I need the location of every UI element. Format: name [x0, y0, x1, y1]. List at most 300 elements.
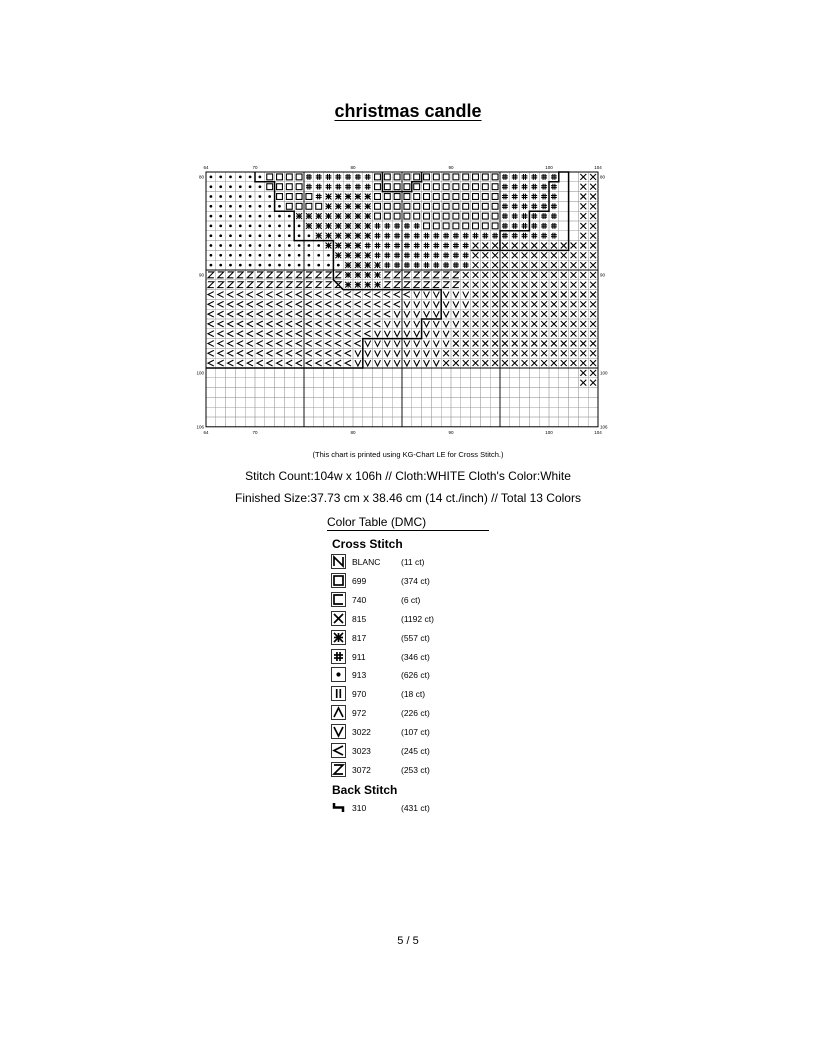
stitch-symbol — [237, 311, 243, 317]
stitch-symbol — [306, 194, 312, 200]
chart-cell — [500, 417, 510, 427]
chart-cell — [549, 388, 559, 398]
stitch-symbol — [541, 184, 547, 190]
chart-cell — [549, 192, 559, 202]
right-axis-label: 90 — [600, 272, 606, 278]
chart-cell — [343, 172, 353, 182]
chart-cell — [392, 231, 402, 241]
stitch-symbol — [590, 174, 596, 180]
chart-cell — [294, 368, 304, 378]
chart-cell — [539, 211, 549, 221]
stitch-symbol — [375, 341, 381, 347]
stitch-symbol — [512, 341, 518, 347]
chart-cell — [343, 182, 353, 192]
stitch-symbol — [317, 264, 320, 267]
chart-cell — [422, 250, 432, 260]
stitch-symbol — [326, 301, 332, 307]
stitch-symbol — [404, 360, 410, 366]
stitch-symbol — [482, 282, 488, 288]
stitch-symbol — [257, 341, 263, 347]
stitch-symbol — [278, 225, 281, 228]
chart-cell — [363, 388, 373, 398]
chart-cell — [520, 407, 530, 417]
chart-cell — [402, 397, 412, 407]
stitch-symbol — [580, 262, 586, 268]
stitch-symbol — [512, 233, 518, 239]
stitch-symbol — [492, 223, 498, 229]
chart-cell — [510, 211, 520, 221]
stitch-symbol — [482, 272, 488, 278]
chart-cell — [500, 378, 510, 388]
chart-cell — [373, 221, 383, 231]
chart-cell — [500, 388, 510, 398]
chart-cell — [382, 231, 392, 241]
stitch-symbol — [277, 341, 283, 347]
chart-cell — [529, 221, 539, 231]
stitch-count: (245 ct) — [401, 746, 430, 756]
stitch-symbol — [561, 282, 567, 288]
chart-cell — [373, 250, 383, 260]
chart-cell — [490, 397, 500, 407]
stitch-symbol — [463, 341, 469, 347]
chart-cell — [412, 221, 422, 231]
stitch-symbol — [296, 331, 302, 337]
chart-cell — [431, 231, 441, 241]
stitch-symbol — [355, 301, 361, 307]
stitch-symbol — [433, 223, 439, 229]
chart-cell — [245, 368, 255, 378]
chart-cell — [520, 231, 530, 241]
chart-cell — [500, 182, 510, 192]
stitch-symbol — [414, 301, 420, 307]
stitch-symbol — [531, 262, 537, 268]
stitch-symbol — [424, 262, 430, 268]
stitch-symbol — [522, 321, 528, 327]
chart-cell — [314, 417, 324, 427]
stitch-symbol — [492, 301, 498, 307]
stitch-symbol — [316, 223, 322, 229]
stitch-symbol — [453, 223, 459, 229]
chart-cell — [451, 231, 461, 241]
chart-cell — [431, 417, 441, 427]
cross-legend-row — [331, 554, 531, 570]
stitch-symbol — [424, 272, 430, 278]
stitch-symbol — [384, 350, 390, 356]
stitch-symbol — [463, 360, 469, 366]
stitch-symbol — [308, 244, 311, 247]
stitch-chart-grid — [195, 162, 625, 448]
stitch-symbol — [492, 262, 498, 268]
stitch-symbol — [502, 233, 508, 239]
stitch-symbol — [394, 243, 400, 249]
stitch-symbol — [355, 184, 361, 190]
stitch-symbol — [580, 331, 586, 337]
stitch-symbol — [551, 301, 557, 307]
stitch-symbol — [551, 331, 557, 337]
stitch-symbol — [286, 321, 292, 327]
chart-cell — [324, 182, 334, 192]
stitch-symbol — [345, 243, 351, 249]
stitch-symbol — [259, 254, 262, 257]
chart-cell — [314, 192, 324, 202]
stitch-symbol — [492, 213, 498, 219]
stitch-symbol — [590, 243, 596, 249]
stitch-symbol — [424, 321, 430, 327]
stitch-symbol — [239, 215, 242, 218]
stitch-symbol — [210, 205, 213, 208]
stitch-symbol — [482, 223, 488, 229]
chart-cell — [402, 417, 412, 427]
chart-cell — [363, 378, 373, 388]
chart-cell — [578, 388, 588, 398]
chart-cell — [402, 260, 412, 270]
chart-cell — [500, 397, 510, 407]
stitch-symbol — [580, 184, 586, 190]
stitch-symbol — [404, 223, 410, 229]
stitch-symbol — [541, 243, 547, 249]
stitch-symbol — [424, 233, 430, 239]
stitch-symbol — [590, 252, 596, 258]
stitch-symbol — [306, 203, 312, 209]
chart-cell — [471, 378, 481, 388]
stitch-symbol — [394, 252, 400, 258]
stitch-symbol — [453, 194, 459, 200]
stitch-symbol — [257, 321, 263, 327]
stitch-symbol — [229, 244, 232, 247]
stitch-symbol — [286, 331, 292, 337]
chart-cell — [255, 368, 265, 378]
chart-cell — [471, 407, 481, 417]
stitch-count: (374 ct) — [401, 575, 430, 586]
dmc-code: 310 — [352, 803, 367, 813]
stitch-symbol — [473, 184, 479, 190]
stitch-symbol — [384, 341, 390, 347]
chart-cell — [559, 211, 569, 221]
chart-cell — [422, 231, 432, 241]
chart-cell — [569, 378, 579, 388]
chart-cell — [451, 260, 461, 270]
stitch-symbol — [345, 174, 351, 180]
finished-size-info: Finished Size:37.73 cm x 38.46 cm (14 ct./inch) // Total 13 Colors — [235, 491, 581, 505]
chart-cell — [412, 417, 422, 427]
chart-cell — [314, 407, 324, 417]
chart-cell — [402, 221, 412, 231]
stitch-symbol — [355, 311, 361, 317]
stitch-symbol — [394, 194, 400, 200]
chart-cell — [304, 172, 314, 182]
chart-cell — [392, 221, 402, 231]
stitch-symbol — [237, 321, 243, 327]
stitch-symbol — [268, 244, 271, 247]
stitch-symbol — [365, 321, 371, 327]
chart-cell — [510, 368, 520, 378]
stitch-symbol — [531, 252, 537, 258]
stitch-symbol — [512, 243, 518, 249]
stitch-symbol — [512, 174, 518, 180]
stitch-symbol — [541, 350, 547, 356]
stitch-symbol — [590, 184, 596, 190]
chart-cell — [412, 231, 422, 241]
stitch-symbol — [296, 213, 302, 219]
chart-cell — [245, 417, 255, 427]
chart-cell — [539, 368, 549, 378]
top-axis-label: 100 — [545, 165, 553, 170]
dmc-code: 817 — [352, 632, 367, 643]
chart-cell — [569, 201, 579, 211]
stitch-symbol — [316, 213, 322, 219]
chart-cell — [314, 172, 324, 182]
stitch-symbol — [375, 233, 381, 239]
chart-cell — [441, 417, 451, 427]
stitch-symbol — [345, 213, 351, 219]
stitch-symbol — [502, 203, 508, 209]
stitch-symbol — [551, 282, 557, 288]
chart-cell — [245, 378, 255, 388]
chart-cell — [216, 368, 226, 378]
stitch-symbol — [404, 341, 410, 347]
stitch-symbol — [561, 311, 567, 317]
chart-cell — [431, 407, 441, 417]
stitch-symbol — [414, 233, 420, 239]
stitch-symbol — [531, 194, 537, 200]
stitch-symbol — [561, 360, 567, 366]
stitch-symbol — [414, 341, 420, 347]
stitch-symbol — [424, 292, 430, 298]
stitch-symbol — [259, 185, 262, 188]
stitch-count-info: Stitch Count:104w x 106h // Cloth:WHITE Cloth's Color:White — [245, 469, 571, 483]
stitch-symbol — [561, 292, 567, 298]
chart-cell — [353, 378, 363, 388]
stitch-symbol — [210, 264, 213, 267]
page-number: 5 / 5 — [397, 935, 419, 947]
stitch-symbol — [278, 205, 281, 208]
stitch-symbol — [228, 272, 234, 278]
stitch-symbol — [218, 282, 224, 288]
chart-cell — [412, 250, 422, 260]
chart-cell — [510, 407, 520, 417]
chart-cell — [539, 388, 549, 398]
stitch-symbol — [443, 252, 449, 258]
stitch-symbol — [394, 292, 400, 298]
chart-cell — [500, 231, 510, 241]
stitch-symbol — [580, 233, 586, 239]
stitch-symbol — [404, 272, 410, 278]
stitch-symbol — [404, 321, 410, 327]
stitch-symbol — [541, 331, 547, 337]
stitch-symbol — [384, 203, 390, 209]
stitch-symbol — [453, 282, 459, 288]
less-than-symbol-icon — [331, 743, 346, 758]
chart-cell — [294, 388, 304, 398]
stitch-symbol — [394, 272, 400, 278]
stitch-symbol — [433, 213, 439, 219]
stitch-symbol — [531, 223, 537, 229]
stitch-symbol — [355, 321, 361, 327]
chart-cell — [569, 231, 579, 241]
stitch-symbol — [277, 184, 283, 190]
chart-cell — [265, 388, 275, 398]
chart-cell — [284, 397, 294, 407]
stitch-symbol — [433, 272, 439, 278]
stitch-symbol — [561, 262, 567, 268]
stitch-symbol — [306, 272, 312, 278]
stitch-symbol — [296, 301, 302, 307]
stitch-symbol — [229, 254, 232, 257]
stitch-symbol — [502, 223, 508, 229]
stitch-symbol — [512, 272, 518, 278]
stitch-symbol — [239, 264, 242, 267]
chart-cell — [451, 368, 461, 378]
chart-cell — [353, 407, 363, 417]
stitch-symbol — [492, 331, 498, 337]
chart-cell — [392, 260, 402, 270]
stitch-symbol — [522, 282, 528, 288]
stitch-symbol — [522, 194, 528, 200]
stitch-symbol — [259, 195, 262, 198]
stitch-symbol — [463, 301, 469, 307]
chart-cell — [431, 250, 441, 260]
stitch-symbol — [267, 282, 273, 288]
chart-cell — [480, 368, 490, 378]
chart-cell — [490, 417, 500, 427]
bottom-axis-label: 80 — [350, 429, 356, 435]
stitch-symbol — [551, 223, 557, 229]
stitch-symbol — [237, 272, 243, 278]
chart-cell — [451, 397, 461, 407]
stitch-symbol — [335, 360, 341, 366]
stitch-symbol — [414, 331, 420, 337]
stitch-symbol — [237, 292, 243, 298]
chart-cell — [226, 368, 236, 378]
chart-cell — [392, 407, 402, 417]
stitch-symbol — [551, 360, 557, 366]
stitch-symbol — [365, 203, 371, 209]
stitch-symbol — [259, 244, 262, 247]
stitch-symbol — [268, 225, 271, 228]
chart-cell — [226, 417, 236, 427]
stitch-symbol — [424, 350, 430, 356]
stitch-symbol — [531, 243, 537, 249]
stitch-symbol — [531, 292, 537, 298]
chart-cell — [500, 211, 510, 221]
stitch-symbol — [210, 254, 213, 257]
stitch-symbol — [580, 292, 586, 298]
stitch-symbol — [473, 233, 479, 239]
stitch-symbol — [463, 252, 469, 258]
stitch-symbol — [335, 233, 341, 239]
stitch-symbol — [210, 176, 213, 179]
stitch-symbol — [482, 301, 488, 307]
stitch-symbol — [580, 243, 586, 249]
chart-cell — [373, 378, 383, 388]
stitch-symbol — [298, 254, 301, 257]
chart-cell — [559, 182, 569, 192]
chart-cell — [539, 378, 549, 388]
stitch-symbol — [384, 321, 390, 327]
stitch-symbol — [473, 262, 479, 268]
stitch-symbol — [571, 252, 577, 258]
stitch-symbol — [326, 223, 332, 229]
stitch-symbol — [326, 194, 332, 200]
stitch-symbol — [208, 331, 214, 337]
chart-cell — [363, 407, 373, 417]
stitch-symbol — [404, 194, 410, 200]
stitch-symbol — [259, 205, 262, 208]
chart-cell — [324, 172, 334, 182]
stitch-symbol — [210, 185, 213, 188]
stitch-symbol — [296, 184, 302, 190]
cross-legend-row — [331, 762, 531, 778]
stitch-symbol — [228, 341, 234, 347]
stitch-symbol — [482, 331, 488, 337]
stitch-symbol — [463, 174, 469, 180]
stitch-symbol — [326, 321, 332, 327]
chart-cell — [324, 407, 334, 417]
stitch-symbol — [247, 341, 253, 347]
stitch-symbol — [473, 331, 479, 337]
stitch-symbol — [219, 244, 222, 247]
chart-cell — [353, 397, 363, 407]
stitch-count: (1192 ct) — [401, 613, 434, 624]
v-symbol-icon — [331, 724, 346, 739]
stitch-symbol — [512, 262, 518, 268]
chart-cell — [422, 388, 432, 398]
stitch-symbol — [229, 225, 232, 228]
stitch-symbol — [571, 321, 577, 327]
stitch-symbol — [502, 262, 508, 268]
chart-cell — [392, 368, 402, 378]
stitch-symbol — [424, 223, 430, 229]
stitch-symbol — [512, 331, 518, 337]
stitch-symbol — [355, 194, 361, 200]
stitch-symbol — [531, 311, 537, 317]
chart-cell — [373, 407, 383, 417]
stitch-symbol — [463, 292, 469, 298]
stitch-symbol — [522, 174, 528, 180]
chart-cell — [412, 260, 422, 270]
bottom-axis-label: 90 — [448, 429, 454, 435]
stitch-symbol — [375, 243, 381, 249]
stitch-symbol — [267, 331, 273, 337]
stitch-symbol — [249, 264, 252, 267]
chart-cell — [559, 231, 569, 241]
stitch-symbol — [453, 262, 459, 268]
stitch-symbol — [355, 252, 361, 258]
chart-cell — [441, 407, 451, 417]
stitch-symbol — [259, 176, 262, 179]
chart-cell — [549, 201, 559, 211]
chart-cell — [461, 407, 471, 417]
chart-cell — [569, 368, 579, 378]
stitch-count: (226 ct) — [401, 708, 430, 719]
chart-cell — [451, 417, 461, 427]
chart-cell — [382, 378, 392, 388]
stitch-symbol — [267, 301, 273, 307]
stitch-symbol — [365, 292, 371, 298]
stitch-symbol — [561, 331, 567, 337]
stitch-symbol — [590, 262, 596, 268]
stitch-symbol — [473, 350, 479, 356]
stitch-symbol — [443, 223, 449, 229]
chart-cell — [539, 182, 549, 192]
stitch-symbol — [433, 292, 439, 298]
stitch-symbol — [306, 331, 312, 337]
stitch-symbol — [355, 243, 361, 249]
stitch-symbol — [531, 203, 537, 209]
stitch-symbol — [531, 174, 537, 180]
stitch-symbol — [473, 311, 479, 317]
stitch-symbol — [286, 203, 292, 209]
